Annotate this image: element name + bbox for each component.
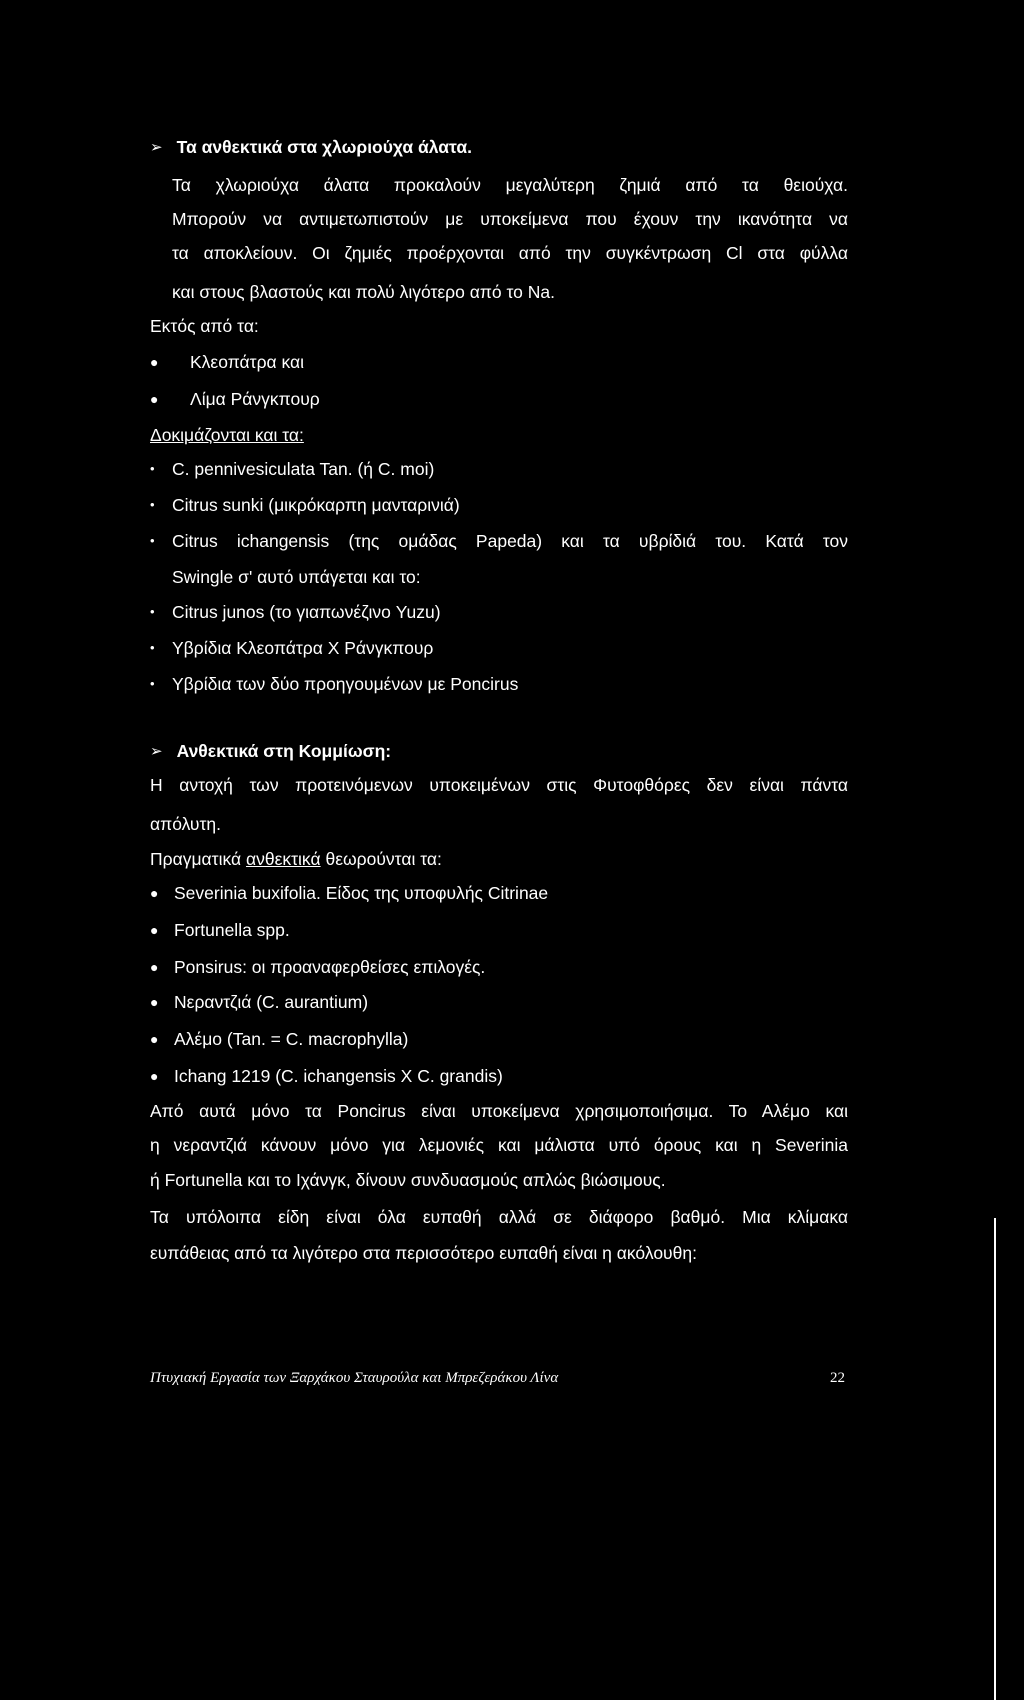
heading-text: Ανθεκτικά στη Κομμίωση: xyxy=(176,741,392,761)
paragraph-line: ευπάθειας από τα λιγότερο στα περισσότερο ευπαθή είναι η ακόλουθη: xyxy=(150,1243,697,1263)
section-heading-chloride xyxy=(150,139,472,157)
list-item: Citrus junos (το γιαπωνέζινο Yuzu) xyxy=(172,602,441,622)
paragraph-line: η νεραντζιά κάνουν μόνο για λεμονιές και μάλιστα υπό όρους και η Severinia xyxy=(150,1135,848,1155)
list-item: C. pennivesiculata Tan. (ή C. moi) xyxy=(172,459,435,479)
list-item: Αλέμο (Tan. = C. macrophylla) xyxy=(174,1029,409,1049)
list-item: Νεραντζιά (C. aurantium) xyxy=(174,992,369,1012)
tested-label: Δοκιμάζονται και τα: xyxy=(150,425,304,445)
arrow-bullet-icon: ➢ xyxy=(150,743,163,761)
paragraph-line: και στους βλαστούς και πολύ λιγότερο από το Na. xyxy=(172,282,556,302)
footer-text: Πτυχιακή Εργασία των Ξαρχάκου Σταυρούλα και Μπρεζεράκου Λίνα xyxy=(150,1370,559,1386)
paragraph-line: ή Fortunella και το Ιχάνγκ, δίνουν συνδυασμούς απλώς βιώσιμους. xyxy=(150,1170,666,1190)
except-label: Εκτός από τα: xyxy=(150,316,259,336)
list-item: Ichang 1219 (C. ichangensis X C. grandis) xyxy=(174,1066,503,1086)
bullet-icon: ● xyxy=(150,1031,159,1047)
list-item-continuation: Swingle σ' αυτό υπάγεται και το: xyxy=(172,567,421,587)
list-item: Ponsirus: οι προαναφερθείσες επιλογές. xyxy=(174,957,486,977)
bullet-icon: • xyxy=(150,497,155,512)
paragraph-line: Από αυτά μόνο τα Poncirus είναι υποκείμενα χρησιμοποιήσιμα. Το Αλέμο και xyxy=(150,1101,848,1121)
list-item: Κλεοπάτρα και xyxy=(190,352,305,372)
paragraph-line: Τα υπόλοιπα είδη είναι όλα ευπαθή αλλά σε διάφορο βαθμό. Μια κλίμακα xyxy=(150,1207,848,1227)
bullet-icon: ● xyxy=(150,354,159,370)
bullet-icon: • xyxy=(150,533,155,548)
paragraph-line: απόλυτη. xyxy=(150,814,221,834)
bullet-icon: ● xyxy=(150,959,159,975)
list-item: Υβρίδια Κλεοπάτρα Χ Ράνγκπουρ xyxy=(172,638,434,658)
paragraph-line: Τα χλωριούχα άλατα προκαλούν μεγαλύτερη ζημιά από τα θειούχα. xyxy=(172,175,848,195)
list-item: Fortunella spp. xyxy=(174,920,290,940)
arrow-bullet-icon: ➢ xyxy=(150,139,163,157)
list-item: Υβρίδια των δύο προηγουμένων με Poncirus xyxy=(172,674,519,694)
list-item: Λίμα Ράνγκπουρ xyxy=(190,389,320,409)
section-heading-gummosis xyxy=(150,743,391,761)
margin-rule xyxy=(994,1218,996,1700)
resistant-intro: Πραγματικά ανθεκτικά θεωρούνται τα: xyxy=(150,849,442,869)
list-item: Citrus sunki (μικρόκαρπη μανταρινιά) xyxy=(172,495,460,515)
bullet-icon: • xyxy=(150,676,155,691)
page-number: 22 xyxy=(830,1370,845,1386)
bullet-icon: ● xyxy=(150,994,159,1010)
paragraph-line: Η αντοχή των προτεινόμενων υποκειμένων στις Φυτοφθόρες δεν είναι πάντα xyxy=(150,775,848,795)
bullet-icon: ● xyxy=(150,391,159,407)
paragraph-line: Μπορούν να αντιμετωπιστούν με υποκείμενα που έχουν την ικανότητα να xyxy=(172,209,848,229)
paragraph-line: τα αποκλείουν. Οι ζημιές προέρχονται από την συγκέντρωση Cl στα φύλλα xyxy=(172,243,848,263)
bullet-icon: ● xyxy=(150,885,159,901)
list-item: Citrus ichangensis (της ομάδας Papeda) και τα υβρίδιά του. Κατά τον xyxy=(172,531,848,551)
list-item: Severinia buxifolia. Είδος της υποφυλής Citrinae xyxy=(174,883,549,903)
bullet-icon: • xyxy=(150,604,155,619)
bullet-icon: ● xyxy=(150,1068,159,1084)
heading-text: Τα ανθεκτικά στα χλωριούχα άλατα. xyxy=(176,137,472,157)
bullet-icon: • xyxy=(150,640,155,655)
bullet-icon: ● xyxy=(150,922,159,938)
bullet-icon: • xyxy=(150,461,155,476)
